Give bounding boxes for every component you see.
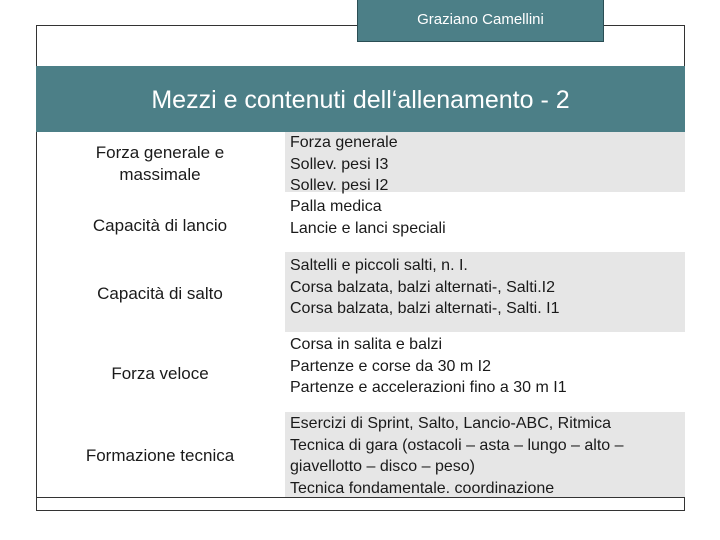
bottom-strip	[36, 497, 685, 511]
slide-title: Mezzi e contenuti dell‘allenamento - 2	[151, 86, 570, 114]
content-formazione-tecnica: Esercizi di Sprint, Salto, Lancio-ABC, Ritmica Tecnica di gara (ostacoli – asta – lungo – alto – giavellotto – disco – peso) Tecnica fondamentale. coordinazione	[290, 415, 624, 497]
content-forza-generale: Forza generale Sollev. pesi I3 Sollev. pesi I2	[290, 134, 398, 194]
content-capacita-lancio: Palla medica Lancie e lanci speciali	[290, 198, 446, 237]
author-tab	[357, 0, 604, 42]
label-capacita-salto: Capacità di salto	[97, 284, 223, 303]
label-forza-veloce: Forza veloce	[111, 364, 209, 383]
content-forza-veloce: Corsa in salita e balzi Partenze e corse da 30 m I2 Partenze e accelerazioni fino a 30 m I1	[290, 336, 567, 396]
content-capacita-salto: Saltelli e piccoli salti, n. I. Corsa balzata, balzi alternati-, Salti.I2 Corsa balzata, balzi alternati-, Salti. I1	[290, 257, 560, 317]
label-formazione-tecnica: Formazione tecnica	[85, 446, 235, 465]
author-name: Graziano Camellini	[417, 11, 544, 28]
label-forza-generale: Forza generale e massimale	[95, 143, 225, 184]
label-capacita-lancio: Capacità di lancio	[92, 216, 228, 235]
